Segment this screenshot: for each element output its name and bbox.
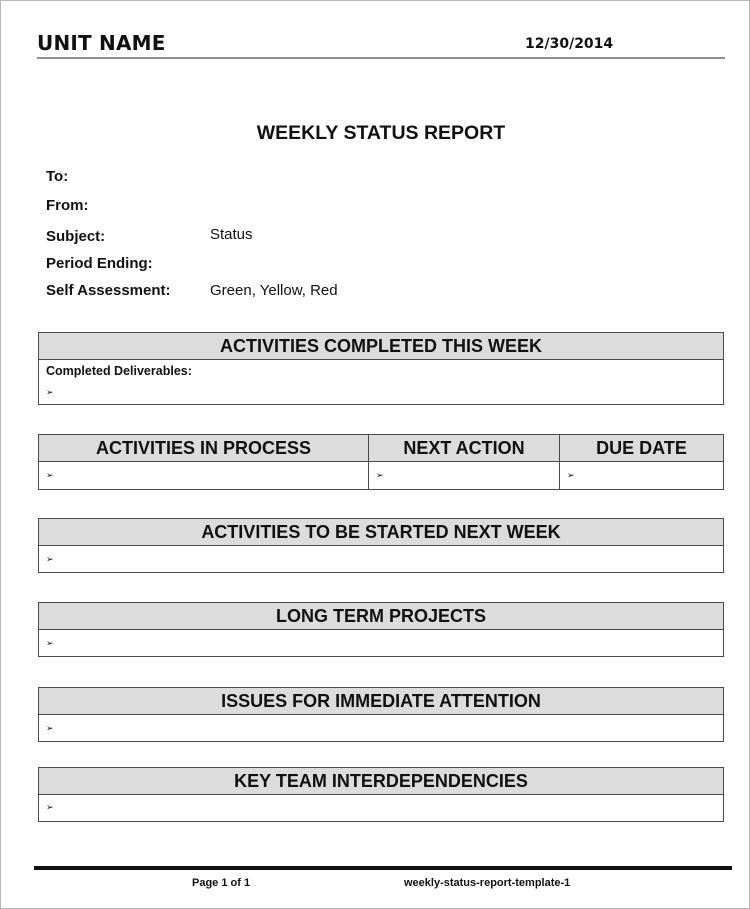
long-term-section-title: LONG TERM PROJECTS <box>39 603 723 630</box>
next-action-body <box>369 462 559 488</box>
report-date: 12/30/2014 <box>525 36 614 52</box>
bullet-icon: ➢ <box>46 387 54 397</box>
from-label: From: <box>46 197 89 214</box>
completed-deliverables-label: Completed Deliverables: <box>46 364 192 378</box>
in-process-body <box>39 462 368 488</box>
bullet-icon: ➢ <box>46 554 54 564</box>
self-assessment-value: Green, Yellow, Red <box>210 282 338 299</box>
completed-section-body <box>39 360 723 404</box>
next-action-title: NEXT ACTION <box>369 435 559 462</box>
info-row-subject <box>46 226 253 243</box>
interdependencies-section <box>38 767 724 822</box>
bullet-icon: ➢ <box>46 802 54 812</box>
page-number: Page 1 of 1 <box>192 877 251 889</box>
bullet-icon: ➢ <box>376 470 384 480</box>
in-process-title: ACTIVITIES IN PROCESS <box>39 435 368 462</box>
self-assessment-label: Self Assessment: <box>46 282 171 299</box>
interdependencies-section-title: KEY TEAM INTERDEPENDENCIES <box>39 768 723 795</box>
next-action-column <box>368 435 559 489</box>
next-week-section-body <box>39 546 723 572</box>
due-date-body <box>560 462 723 488</box>
bullet-icon: ➢ <box>46 723 54 733</box>
due-date-title: DUE DATE <box>560 435 723 462</box>
info-row-period-ending <box>46 255 210 272</box>
period-ending-label: Period Ending: <box>46 255 153 272</box>
due-date-column <box>559 435 723 489</box>
next-week-section <box>38 518 724 573</box>
bullet-icon: ➢ <box>567 470 575 480</box>
long-term-section <box>38 602 724 657</box>
completed-section-title: ACTIVITIES COMPLETED THIS WEEK <box>39 333 723 360</box>
info-row-to <box>46 168 210 185</box>
in-process-section <box>38 434 724 490</box>
unit-name: UNIT NAME <box>37 31 166 55</box>
interdependencies-section-body <box>39 795 723 821</box>
issues-section-body <box>39 715 723 741</box>
issues-section-title: ISSUES FOR IMMEDIATE ATTENTION <box>39 688 723 715</box>
info-row-from <box>46 197 210 214</box>
subject-label: Subject: <box>46 228 106 245</box>
document-title: WEEKLY STATUS REPORT <box>256 122 506 144</box>
footer-divider <box>34 866 732 870</box>
completed-section <box>38 332 724 405</box>
bullet-icon: ➢ <box>46 638 54 648</box>
document-filename: weekly-status-report-template-1 <box>404 877 571 889</box>
bullet-icon: ➢ <box>46 470 54 480</box>
next-week-section-title: ACTIVITIES TO BE STARTED NEXT WEEK <box>39 519 723 546</box>
subject-value: Status <box>210 226 253 243</box>
issues-section <box>38 687 724 742</box>
to-label: To: <box>46 168 69 185</box>
info-row-self-assessment <box>46 282 338 299</box>
in-process-column <box>39 435 368 489</box>
header-divider <box>37 57 725 59</box>
long-term-section-body <box>39 630 723 656</box>
